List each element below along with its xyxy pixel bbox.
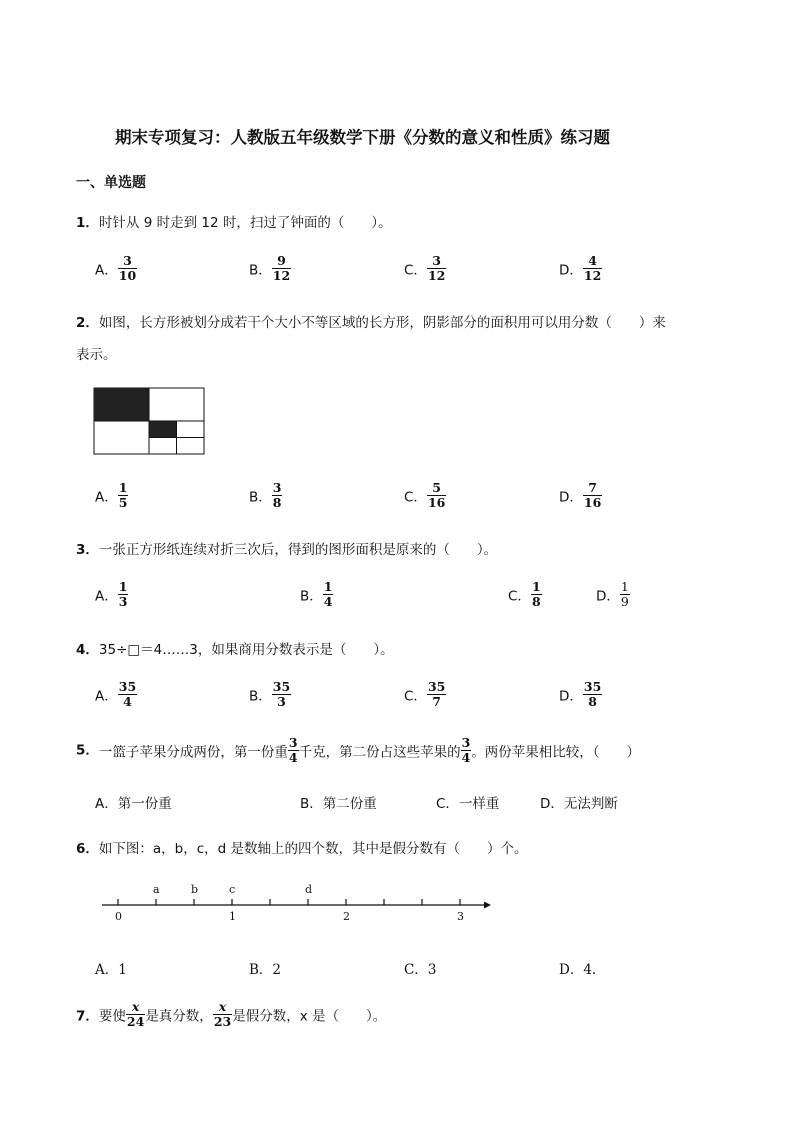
- option-label: C．: [404, 262, 427, 279]
- option-text: 1: [118, 962, 127, 978]
- question-text: 时针从 9 时走到 12 时，扫过了钟面的（ ）。: [98, 215, 392, 231]
- option-label: A．: [95, 962, 119, 978]
- q1-option-b[interactable]: [249, 254, 291, 283]
- tick-label-1: 1: [229, 910, 236, 923]
- fraction-numerator: x: [131, 999, 140, 1014]
- figure-shaded-small: [149, 421, 177, 438]
- option-text: 一样重: [458, 796, 500, 812]
- question-text: 35÷□＝4……3，如果商用分数表示是（ ）。: [98, 642, 394, 658]
- fraction-denominator: 16: [583, 495, 602, 510]
- fraction-denominator: 8: [272, 495, 282, 510]
- option-label: B．: [249, 688, 272, 705]
- fraction-denominator: 3: [118, 594, 128, 609]
- fraction-denominator: 8: [583, 694, 602, 709]
- question-4: [76, 638, 394, 658]
- question-number: 6．: [76, 841, 99, 857]
- fraction-denominator: 4: [288, 750, 298, 765]
- option-label: A．: [95, 489, 118, 506]
- option-label: A．: [95, 796, 118, 812]
- fraction-denominator: 3: [272, 694, 291, 709]
- q2-option-d[interactable]: [559, 481, 602, 510]
- shaded-rectangle-figure: [93, 387, 206, 457]
- option-text: 4.: [583, 962, 597, 978]
- fraction-numerator: 9: [277, 253, 286, 268]
- option-text: 第二份重: [322, 796, 377, 812]
- question-number: 4．: [76, 642, 99, 658]
- question-text: 千克，第二份占这些苹果的: [298, 744, 461, 761]
- option-label: D．: [540, 796, 564, 812]
- question-text: 一篮子苹果分成两份，第一份重: [98, 744, 288, 761]
- q3-option-c[interactable]: [508, 580, 542, 609]
- fraction-numerator: 7: [588, 480, 597, 495]
- fraction-numerator: 35: [272, 679, 291, 694]
- question-number: 7．: [76, 1008, 99, 1025]
- q1-option-c[interactable]: [404, 254, 446, 283]
- option-label: A．: [95, 262, 118, 279]
- option-label: D．: [596, 588, 620, 605]
- q6-option-d[interactable]: [559, 958, 596, 978]
- option-label: C．: [508, 588, 531, 605]
- page-title: 期末专项复习：人教版五年级数学下册《分数的意义和性质》练习题: [115, 128, 610, 147]
- option-label: D．: [559, 489, 583, 506]
- fraction-numerator: 1: [323, 579, 333, 594]
- option-label: D．: [559, 962, 584, 978]
- q6-option-c[interactable]: [404, 958, 436, 978]
- q5-option-d[interactable]: [540, 792, 618, 812]
- q4-option-d[interactable]: [559, 680, 602, 709]
- question-2-continuation: 表示。: [76, 347, 117, 363]
- fraction-numerator: 1: [118, 579, 128, 594]
- fraction-numerator: x: [218, 999, 227, 1014]
- fraction-denominator: 12: [272, 268, 291, 283]
- fraction-denominator: 10: [118, 268, 137, 283]
- question-number: 5．: [76, 742, 99, 759]
- tick-label-2: 2: [343, 910, 350, 923]
- question-text: 是真分数，: [145, 1008, 213, 1025]
- question-number: 3．: [76, 542, 99, 558]
- point-label-a: a: [153, 883, 160, 896]
- option-label: C．: [436, 796, 459, 812]
- q6-option-a[interactable]: [95, 958, 127, 978]
- fraction-numerator: 1: [531, 579, 541, 594]
- fraction-denominator: 24: [126, 1014, 145, 1029]
- q5-option-a[interactable]: [95, 792, 172, 812]
- q2-option-a[interactable]: [95, 481, 128, 510]
- fraction-numerator: 3: [432, 253, 441, 268]
- fraction-numerator: 3: [288, 735, 298, 750]
- fraction-denominator: 23: [213, 1014, 232, 1029]
- arrow-head-icon: [484, 902, 491, 909]
- option-label: B．: [249, 262, 272, 279]
- question-6: [76, 837, 528, 857]
- number-line-figure: [96, 878, 496, 924]
- question-7: [76, 1000, 386, 1029]
- q2-option-c[interactable]: [404, 481, 446, 510]
- tick-label-3: 3: [457, 910, 464, 923]
- question-text: 是假分数，x 是（ ）。: [232, 1008, 387, 1025]
- option-label: C．: [404, 962, 428, 978]
- fraction-denominator: 5: [118, 495, 128, 510]
- point-label-c: c: [229, 883, 236, 896]
- fraction-numerator: 35: [118, 679, 137, 694]
- question-text: 要使: [98, 1008, 126, 1025]
- option-label: C．: [404, 489, 427, 506]
- fraction-denominator: 4: [323, 594, 333, 609]
- q1-option-d[interactable]: [559, 254, 602, 283]
- question-number: 2．: [76, 315, 99, 331]
- option-label: D．: [559, 262, 583, 279]
- option-text: 3: [427, 962, 437, 978]
- option-label: A．: [95, 688, 118, 705]
- option-label: B．: [300, 588, 323, 605]
- q4-option-a[interactable]: [95, 680, 137, 709]
- q3-option-a[interactable]: [95, 580, 128, 609]
- fraction-denominator: 4: [461, 750, 471, 765]
- fraction-numerator: 35: [427, 679, 446, 694]
- q1-option-a[interactable]: [95, 254, 137, 283]
- fraction-numerator: 5: [432, 480, 441, 495]
- number-line-ticks: [118, 899, 460, 905]
- q5-option-c[interactable]: [436, 792, 499, 812]
- q4-option-b[interactable]: [249, 680, 291, 709]
- question-5: [76, 736, 640, 765]
- option-text: 2: [272, 962, 282, 978]
- option-label: D．: [559, 688, 583, 705]
- fraction-numerator: 35: [583, 679, 602, 694]
- option-label: B．: [300, 796, 323, 812]
- option-label: A．: [95, 588, 118, 605]
- figure-shaded-large: [94, 388, 149, 421]
- fraction-numerator: 3: [123, 253, 132, 268]
- question-number: 1．: [76, 215, 99, 231]
- fraction-denominator: 7: [427, 694, 446, 709]
- question-text: 。两份苹果相比较，（ ）: [471, 744, 641, 761]
- fraction-denominator: 9: [620, 594, 629, 609]
- fraction-denominator: 12: [583, 268, 602, 283]
- question-text: 如图，长方形被划分成若干个大小不等区域的长方形，阴影部分的面积用可以用分数（ ）来: [98, 315, 666, 331]
- fraction-denominator: 12: [427, 268, 446, 283]
- q3-option-b[interactable]: [300, 580, 333, 609]
- q3-option-d[interactable]: [596, 580, 630, 609]
- fraction-denominator: 16: [427, 495, 446, 510]
- fraction-numerator: 1: [620, 579, 629, 594]
- question-3: [76, 538, 497, 558]
- question-text: 一张正方形纸连续对折三次后，得到的图形面积是原来的（ ）。: [98, 542, 498, 558]
- point-label-b: b: [191, 883, 199, 896]
- fraction-numerator: 3: [461, 735, 471, 750]
- fraction-numerator: 3: [272, 480, 282, 495]
- tick-label-0: 0: [115, 910, 122, 923]
- question-2: [76, 311, 666, 331]
- point-label-d: d: [305, 883, 313, 896]
- fraction-numerator: 4: [588, 253, 597, 268]
- q5-option-b[interactable]: [300, 792, 377, 812]
- section-heading: 一、单选题: [76, 175, 146, 191]
- fraction-numerator: 1: [118, 480, 128, 495]
- fraction-denominator: 8: [531, 594, 541, 609]
- q6-option-b[interactable]: [249, 958, 281, 978]
- option-label: B．: [249, 962, 273, 978]
- fraction-denominator: 4: [118, 694, 137, 709]
- question-1: [76, 211, 392, 231]
- option-text: 无法判断: [563, 796, 618, 812]
- q2-option-b[interactable]: [249, 481, 282, 510]
- option-label: B．: [249, 489, 272, 506]
- question-text: 如下图：a，b，c，d 是数轴上的四个数，其中是假分数有（ ）个。: [98, 841, 528, 857]
- q4-option-c[interactable]: [404, 680, 446, 709]
- option-label: C．: [404, 688, 427, 705]
- option-text: 第一份重: [117, 796, 172, 812]
